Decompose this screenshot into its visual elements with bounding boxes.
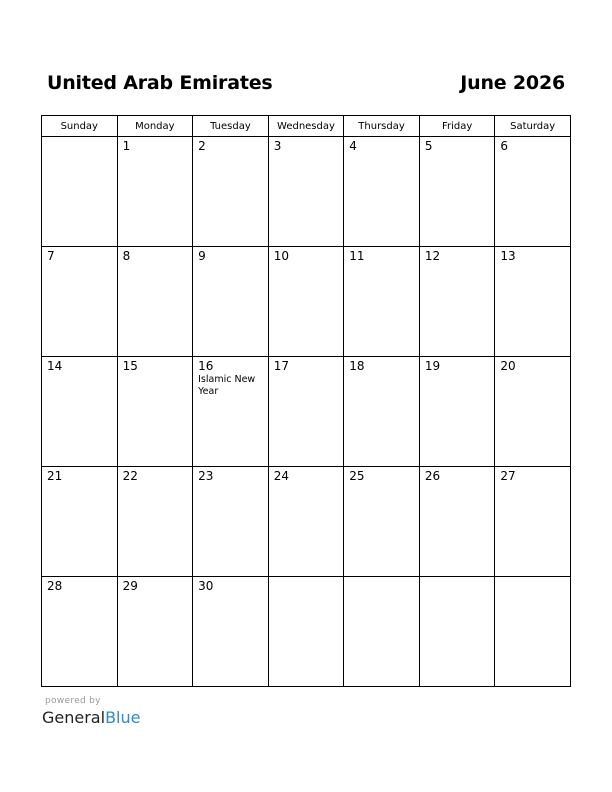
- week-row: [42, 137, 571, 247]
- day-number: 18: [349, 359, 365, 373]
- day-number: [42, 137, 117, 140]
- day-number: 15: [122, 359, 138, 373]
- day-number: 20: [500, 359, 516, 373]
- day-number: 17: [273, 359, 289, 373]
- day-number: 22: [122, 469, 138, 483]
- day-number: 12: [424, 249, 441, 263]
- day-cell: [495, 467, 571, 577]
- day-cell: [495, 357, 571, 467]
- weekday-friday: Friday: [419, 116, 495, 137]
- day-cell: [344, 467, 420, 577]
- day-cell: [193, 137, 269, 247]
- day-number: 4: [349, 139, 357, 153]
- day-number: 24: [273, 469, 289, 483]
- day-number: 5: [424, 139, 433, 153]
- day-cell: [268, 247, 344, 357]
- day-number: 14: [47, 359, 63, 373]
- country-title: United Arab Emirates: [47, 72, 273, 94]
- day-number: 29: [122, 579, 138, 593]
- day-number: 8: [122, 249, 131, 263]
- day-cell: [268, 577, 344, 687]
- day-cell: [268, 467, 344, 577]
- weekday-wednesday: Wednesday: [268, 116, 344, 137]
- day-number: [269, 577, 344, 580]
- day-number: 2: [198, 139, 206, 153]
- powered-by-text: powered by: [45, 696, 101, 706]
- day-number: [344, 577, 419, 580]
- day-cell: [193, 577, 269, 687]
- day-cell: [344, 577, 420, 687]
- weekday-monday: Monday: [117, 116, 193, 137]
- day-number: 9: [198, 249, 206, 263]
- day-cell: [268, 137, 344, 247]
- weekday-thursday: Thursday: [344, 116, 420, 137]
- day-number: [495, 577, 570, 580]
- holiday-label: Islamic New Year: [198, 374, 256, 397]
- day-number: 26: [424, 469, 441, 483]
- day-number: 23: [198, 469, 214, 483]
- day-cell: [495, 577, 571, 687]
- month-title: June 2026: [460, 72, 565, 94]
- day-cell: [419, 247, 495, 357]
- day-cell: [42, 467, 118, 577]
- day-cell: [193, 357, 269, 467]
- day-number: 21: [47, 469, 63, 483]
- week-row: [42, 467, 571, 577]
- weekday-tuesday: Tuesday: [193, 116, 269, 137]
- generalblue-logo[interactable]: [42, 708, 140, 727]
- day-cell: [117, 137, 193, 247]
- weekday-header-row: [42, 116, 571, 137]
- day-cell: [42, 247, 118, 357]
- weekday-saturday: Saturday: [495, 116, 571, 137]
- day-number: 6: [500, 139, 509, 153]
- day-cell: [419, 357, 495, 467]
- day-cell: [117, 247, 193, 357]
- day-cell: [344, 137, 420, 247]
- day-cell: [344, 357, 420, 467]
- day-cell: [495, 247, 571, 357]
- day-number: [420, 577, 495, 580]
- day-cell: [419, 467, 495, 577]
- day-cell: [193, 467, 269, 577]
- day-cell: [268, 357, 344, 467]
- day-number: 10: [273, 249, 289, 263]
- day-number: 25: [349, 469, 365, 483]
- day-number: 30: [198, 579, 214, 593]
- day-number: 11: [349, 249, 365, 263]
- day-number: 7: [47, 249, 55, 263]
- day-number: 13: [500, 249, 516, 263]
- day-cell: [117, 467, 193, 577]
- day-number: 1: [122, 139, 131, 153]
- day-number: 27: [500, 469, 516, 483]
- day-cell: [193, 247, 269, 357]
- day-number: 16: [198, 359, 214, 373]
- day-cell: [42, 137, 118, 247]
- day-cell: [117, 577, 193, 687]
- day-number: 19: [424, 359, 441, 373]
- day-cell: [42, 577, 118, 687]
- day-cell: [42, 357, 118, 467]
- week-row: [42, 357, 571, 467]
- day-cell: [495, 137, 571, 247]
- brand-general-text: General: [42, 708, 106, 727]
- week-row: [42, 247, 571, 357]
- day-number: 28: [47, 579, 63, 593]
- week-row: [42, 577, 571, 687]
- day-number: 3: [273, 139, 282, 153]
- day-cell: [419, 137, 495, 247]
- brand-blue-text: Blue: [105, 708, 141, 727]
- weekday-sunday: Sunday: [42, 116, 118, 137]
- day-cell: [419, 577, 495, 687]
- day-cell: [344, 247, 420, 357]
- day-cell: [117, 357, 193, 467]
- calendar-grid: [41, 115, 571, 687]
